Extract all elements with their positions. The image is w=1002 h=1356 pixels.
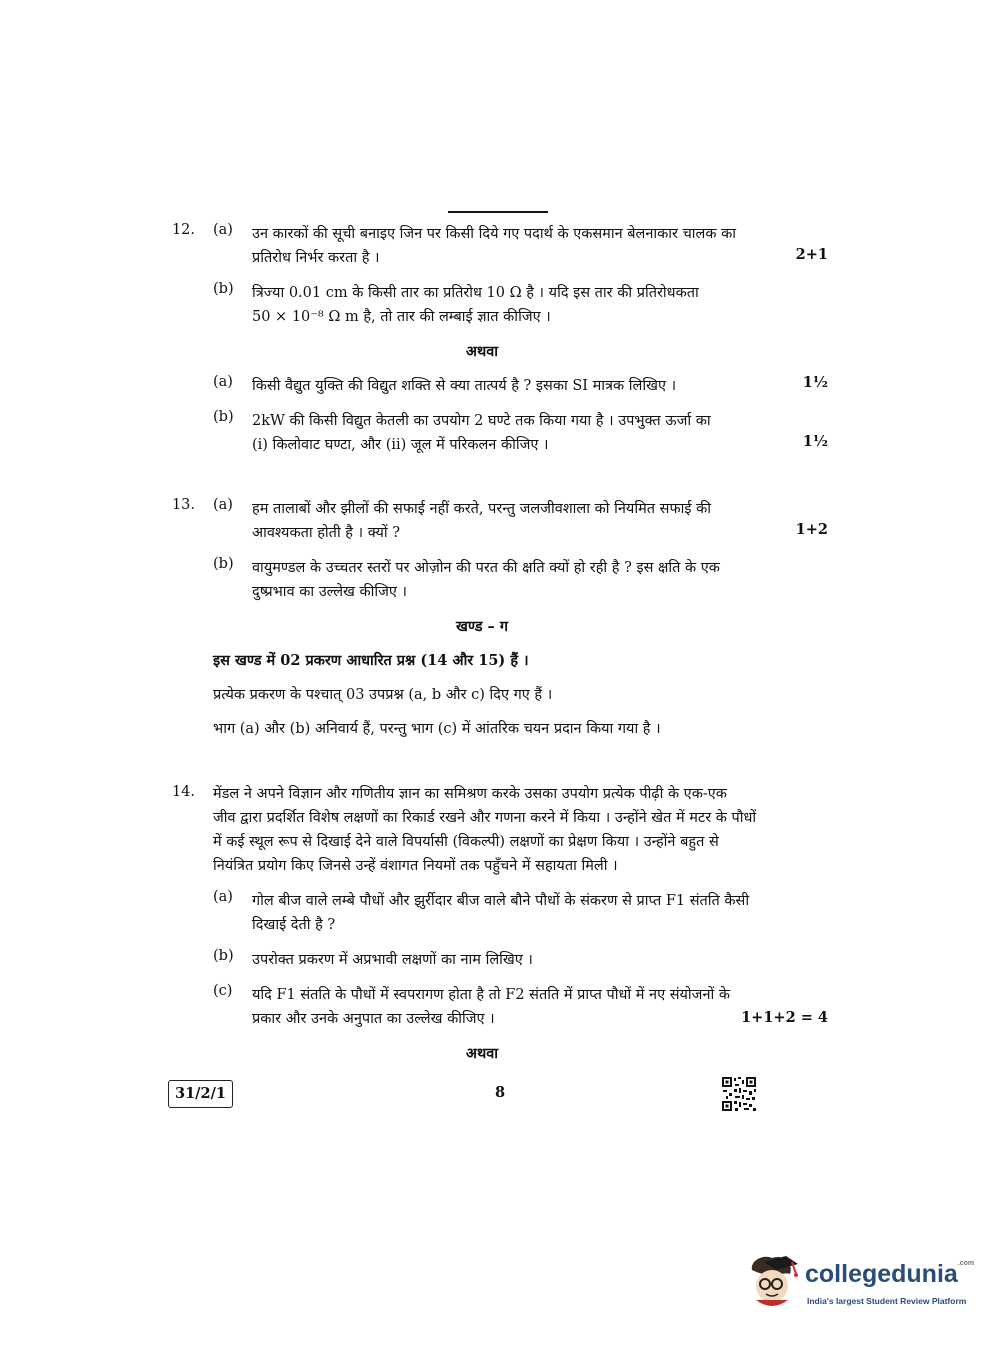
marks-q13: 1+2	[795, 521, 828, 538]
part-label: (a)	[213, 222, 233, 238]
part-label: (b)	[213, 556, 234, 572]
question-number-12: 12.	[171, 222, 195, 238]
q14a-line1: गोल बीज वाले लम्बे पौधों और झुर्रीदार बीज वाले बौने पौधों के संकरण से प्राप्त F1 संतति कैसी	[252, 893, 750, 909]
part-label: (a)	[213, 889, 233, 905]
q12a-line1: उन कारकों की सूची बनाइए जिन पर किसी दिये गए पदार्थ के एकसमान बेलनाकार चालक का	[252, 226, 737, 242]
q14c-line2: प्रकार और उनके अनुपात का उल्लेख कीजिए ।	[252, 1011, 495, 1027]
brand-suffix: .com	[957, 1260, 975, 1267]
q14b-text: उपरोक्त प्रकरण में अप्रभावी लक्षणों का नाम लिखिए ।	[252, 952, 533, 968]
q12a-line2: प्रतिरोध निर्भर करता है ।	[252, 250, 380, 266]
q12alt-a-text: किसी वैद्युत युक्ति की विद्युत शक्ति से क्या तात्पर्य है ? इसका SI मात्रक लिखिए ।	[252, 378, 677, 394]
q14-para-line2: जीव द्वारा प्रदर्शित विशेष लक्षणों का रिकार्ड रखने और गणना करने में किया । उन्होंने खेत में मटर के पौधों	[213, 810, 757, 826]
q12alt-b-line1: 2kW की किसी विद्युत केतली का उपयोग 2 घण्टे तक किया गया है । उपभुक्त ऊर्जा का	[252, 413, 711, 429]
marks-q12alt-b: 1½	[802, 433, 828, 450]
part-label: (a)	[213, 374, 233, 390]
q14-para-line3: में कई स्थूल रूप से दिखाई देने वाले विपर्यासी (विकल्पी) लक्षणों का प्रेक्षण किया । उन्होंने बहुत से	[213, 834, 719, 850]
brand-name: collegedunia	[805, 1260, 958, 1288]
part-label: (c)	[213, 983, 233, 999]
marks-q12alt-a: 1½	[802, 374, 828, 391]
q13b-line2: दुष्प्रभाव का उल्लेख कीजिए ।	[252, 584, 408, 600]
top-rule	[448, 211, 548, 213]
brand-tagline: India's largest Student Review Platform	[807, 1296, 967, 1306]
section-title: खण्ड – ग	[455, 618, 508, 635]
q14c-line1: यदि F1 संतति के पौधों में स्वपरागण होता है तो F2 संतति में प्राप्त पौधों में नए संयोजनों के	[252, 987, 730, 1003]
or-heading: अथवा	[465, 343, 499, 360]
collegedunia-mascot-icon	[742, 1252, 802, 1312]
q13b-line1: वायुमण्डल के उच्चतर स्तरों पर ओज़ोन की परत की क्षति क्यों हो रही है ? इस क्षति के एक	[252, 560, 720, 576]
paper-code: 31/2/1	[168, 1080, 233, 1108]
q14a-line2: दिखाई देती है ?	[252, 917, 336, 933]
part-label: (b)	[213, 281, 234, 297]
marks-q14: 1+1+2 = 4	[741, 1009, 828, 1026]
section-instruction-1: इस खण्ड में 02 प्रकरण आधारित प्रश्न (14 और 15) हैं ।	[213, 652, 529, 669]
qr-code-icon	[721, 1076, 757, 1112]
q13a-line1: हम तालाबों और झीलों की सफाई नहीं करते, परन्तु जलजीवशाला को नियमित सफाई की	[252, 501, 711, 517]
collegedunia-logo	[805, 1260, 974, 1289]
section-instruction-2: प्रत्येक प्रकरण के पश्चात् 03 उपप्रश्न (a, b और c) दिए गए हैं ।	[213, 687, 553, 703]
q14-para-line4: नियंत्रित प्रयोग किए जिनसे उन्हें वंशागत नियमों तक पहुँचने में सहायता मिली ।	[213, 858, 618, 874]
part-label: (b)	[213, 409, 234, 425]
question-number-13: 13.	[171, 497, 195, 513]
page-number: 8	[494, 1084, 506, 1101]
q12b-line1: त्रिज्या 0.01 cm के किसी तार का प्रतिरोध 10 Ω है । यदि इस तार की प्रतिरोधकता	[252, 285, 699, 301]
or-heading: अथवा	[465, 1045, 499, 1062]
q12b-line2: 50 × 10⁻⁸ Ω m है, तो तार की लम्बाई ज्ञात कीजिए ।	[252, 309, 551, 325]
section-instruction-3: भाग (a) और (b) अनिवार्य हैं, परन्तु भाग (c) में आंतरिक चयन प्रदान किया गया है ।	[213, 721, 661, 737]
q14-para-line1: मेंडल ने अपने विज्ञान और गणितीय ज्ञान का समिश्रण करके उसका उपयोग प्रत्येक पीढ़ी के एक-एक	[213, 786, 727, 802]
q13a-line2: आवश्यकता होती है । क्यों ?	[252, 525, 401, 541]
marks-q12: 2+1	[795, 246, 828, 263]
part-label: (b)	[213, 948, 234, 964]
part-label: (a)	[213, 497, 233, 513]
question-number-14: 14.	[171, 784, 195, 800]
q12alt-b-line2: (i) किलोवाट घण्टा, और (ii) जूल में परिकलन कीजिए ।	[252, 437, 549, 453]
